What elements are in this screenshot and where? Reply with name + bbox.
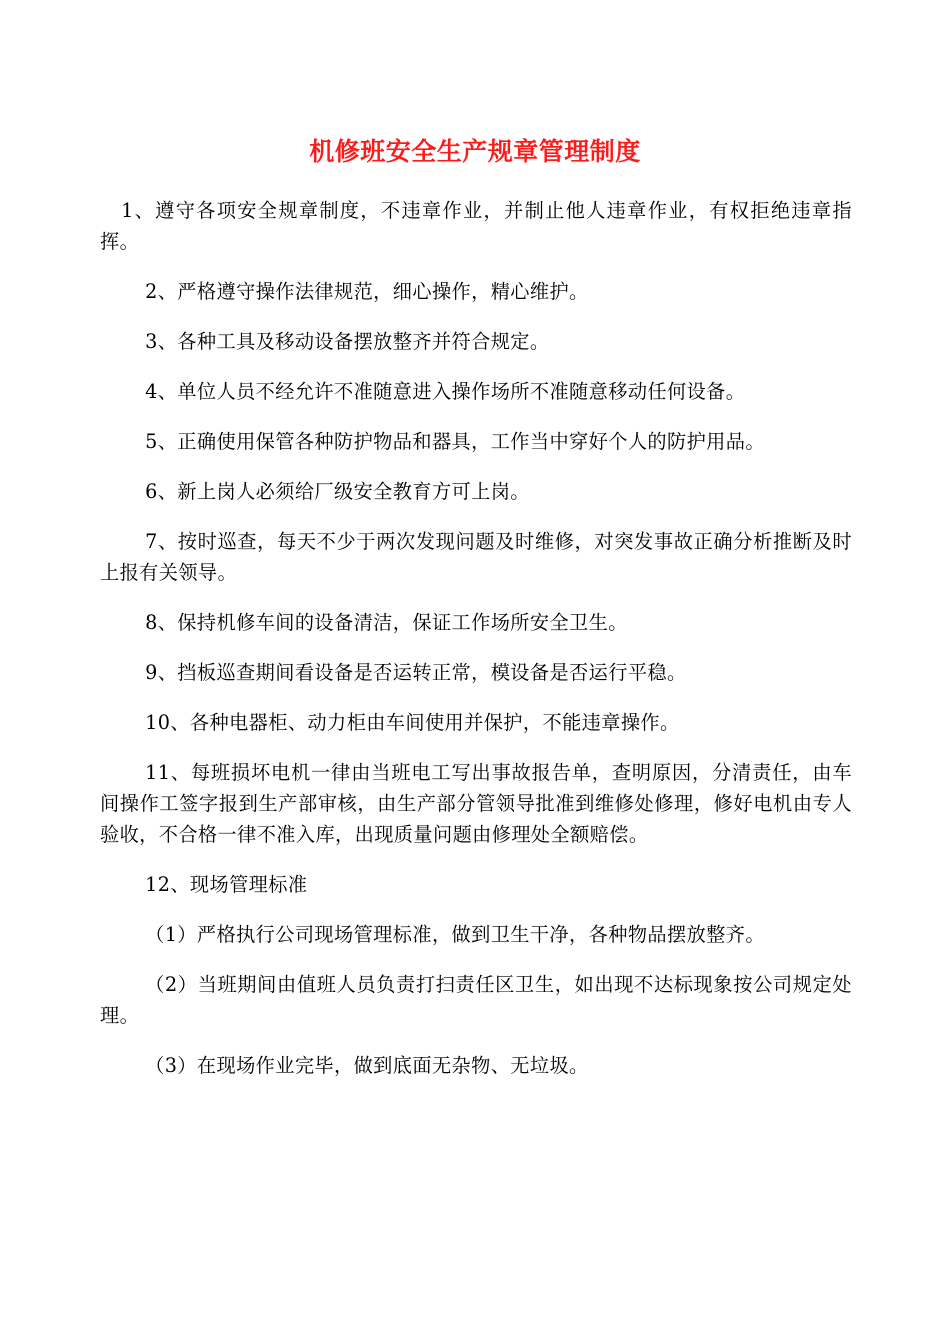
page-title: 机修班安全生产规章管理制度 [309, 137, 641, 166]
rule-paragraph-5: 5、正确使用保管各种防护物品和器具，工作当中穿好个人的防护用品。 [145, 430, 765, 453]
sub-rule-paragraph-3: （3）在现场作业完毕，做到底面无杂物、无垃圾。 [145, 1054, 589, 1077]
rule-paragraph-3: 3、各种工具及移动设备摆放整齐并符合规定。 [145, 330, 550, 353]
rule-paragraph-11: 11、每班损坏电机一律由当班电工写出事故报告单，查明原因，分清责任，由车间操作工签字报到生产部审核，由生产部分管领导批准到维修处修理，修好电机由专人验收，不合格一律不准入库，出现质量问题由修理处全额赔偿。 [100, 761, 852, 846]
rule-paragraph-9: 9、挡板巡查期间看设备是否运转正常，模设备是否运行平稳。 [145, 661, 687, 684]
rule-paragraph-7: 7、按时巡查，每天不少于两次发现问题及时维修，对突发事故正确分析推断及时上报有关领导。 [100, 530, 852, 584]
rule-paragraph-2: 2、严格遵守操作法律规范，细心操作，精心维护。 [145, 280, 589, 303]
rule-paragraph-1: 1、遵守各项安全规章制度，不违章作业，并制止他人违章作业，有权拒绝违章指挥。 [100, 199, 852, 253]
rule-paragraph-6: 6、新上岗人必须给厂级安全教育方可上岗。 [145, 480, 530, 503]
sub-rule-paragraph-2: （2）当班期间由值班人员负责打扫责任区卫生，如出现不达标现象按公司规定处理。 [100, 973, 852, 1027]
rule-paragraph-8: 8、保持机修车间的设备清洁，保证工作场所安全卫生。 [145, 611, 628, 634]
rule-paragraph-10: 10、各种电器柜、动力柜由车间使用并保护，不能违章操作。 [145, 711, 680, 734]
document-body [100, 195, 852, 1100]
rule-paragraph-12: 12、现场管理标准 [145, 873, 308, 896]
rule-paragraph-4: 4、单位人员不经允许不准随意进入操作场所不准随意移动任何设备。 [145, 380, 746, 403]
sub-rule-paragraph-1: （1）严格执行公司现场管理标准，做到卫生干净，各种物品摆放整齐。 [145, 923, 765, 946]
